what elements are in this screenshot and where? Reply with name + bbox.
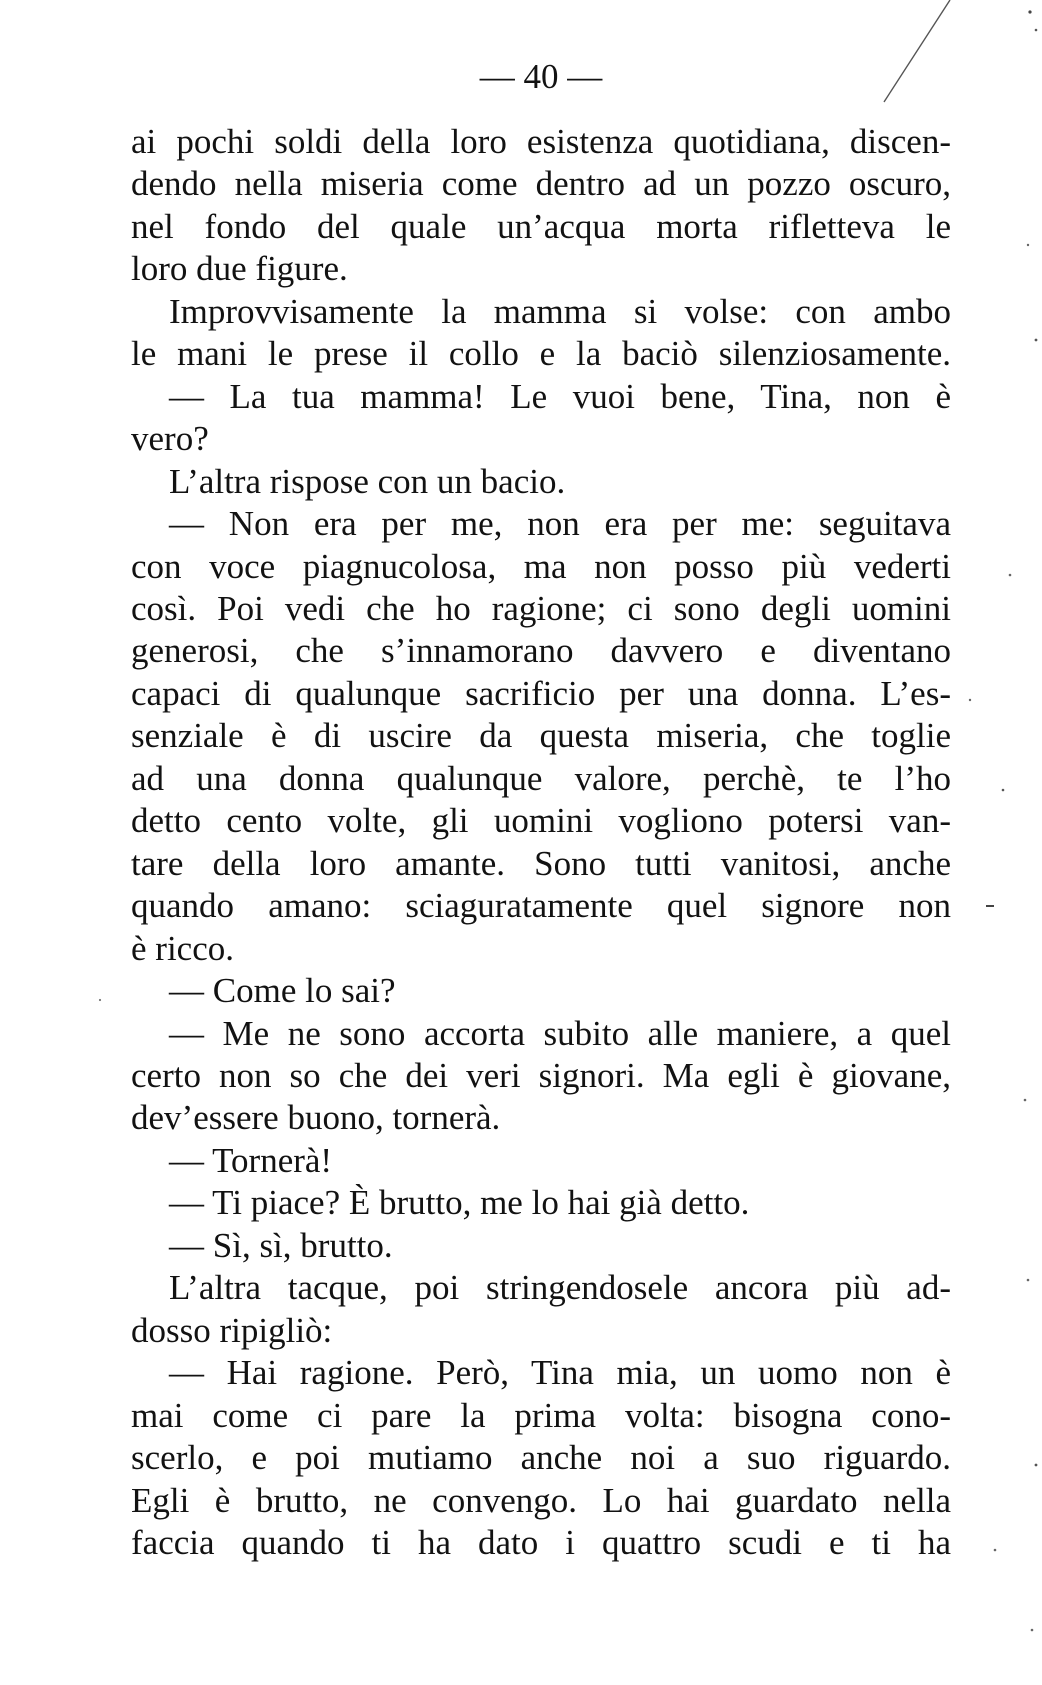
scan-speck (1002, 789, 1005, 792)
text-line: così. Poi vedi che ho ragione; ci sono degli uomini (131, 588, 951, 628)
text-line: — Ti piace? È brutto, me lo hai già detto. (169, 1183, 750, 1223)
scan-speck (969, 699, 971, 701)
text-line: nel fondo del quale un’acqua morta rifletteva le (131, 206, 951, 246)
text-line: ai pochi soldi della loro esistenza quotidiana, discen- (131, 122, 951, 161)
paragraph (131, 1225, 951, 1267)
scan-speck (1035, 1464, 1038, 1467)
scan-speck (1009, 574, 1012, 577)
body-text (131, 121, 951, 1564)
page-number: — 40 — (479, 57, 603, 96)
text-line: — La tua mamma! Le vuoi bene, Tina, non è (169, 376, 951, 416)
text-line: Egli è brutto, ne convengo. Lo hai guardato nella (131, 1480, 951, 1520)
paragraph (131, 121, 951, 291)
paragraph (131, 970, 951, 1012)
paragraph (131, 291, 951, 376)
text-line: certo non so che dei veri signori. Ma egli è giovane, (131, 1055, 951, 1095)
text-line: ad una donna qualunque valore, perchè, te l’ho (131, 758, 951, 798)
text-line: L’altra tacque, poi stringendosele ancora più ad- (169, 1268, 951, 1308)
text-line: tare della loro amante. Sono tutti vanitosi, anche (131, 843, 951, 883)
scan-speck (1024, 1099, 1027, 1102)
text-line: scerlo, e poi mutiamo anche noi a suo riguardo. (131, 1438, 951, 1478)
text-line: — Tornerà! (169, 1140, 333, 1180)
paragraph (131, 503, 951, 970)
text-line: — Non era per me, non era per me: seguitava (169, 504, 951, 544)
scan-speck (1027, 1279, 1030, 1282)
text-line: — Sì, sì, brutto. (169, 1225, 393, 1265)
scan-speck (99, 999, 101, 1001)
text-line: vero? (131, 419, 209, 459)
paragraph (131, 1352, 951, 1564)
text-line: generosi, che s’innamorano davvero e diventano (131, 631, 951, 671)
text-line: dendo nella miseria come dentro ad un pozzo oscuro, (131, 164, 951, 204)
text-line: — Hai ragione. Però, Tina mia, un uomo non è (169, 1353, 951, 1393)
scan-speck (1031, 1629, 1034, 1632)
text-line: — Me ne sono accorta subito alle maniere, a quel (169, 1013, 951, 1053)
text-line: Improvvisamente la mamma si volse: con ambo (169, 291, 951, 331)
text-line: le mani le prese il collo e la baciò silenziosamente. (131, 334, 951, 374)
paragraph (131, 376, 951, 461)
scan-speck (1028, 10, 1031, 13)
text-line: senziale è di uscire da questa miseria, che toglie (131, 716, 951, 756)
text-line: con voce piagnucolosa, ma non posso più vederti (131, 546, 951, 586)
text-line: è ricco. (131, 928, 234, 968)
text-line: mai come ci pare la prima volta: bisogna cono- (131, 1395, 951, 1435)
paragraph (131, 1140, 951, 1182)
text-line: L’altra rispose con un bacio. (169, 461, 566, 501)
paragraph (131, 1267, 951, 1352)
scan-speck (1027, 244, 1029, 246)
paragraph (131, 1013, 951, 1140)
paragraph (131, 1182, 951, 1224)
scan-speck (986, 905, 994, 907)
text-line: — Come lo sai? (169, 971, 396, 1011)
paragraph (131, 461, 951, 503)
scan-speck (994, 1549, 997, 1552)
scan-speck (1035, 29, 1038, 32)
text-line: capaci di qualunque sacrificio per una donna. L’es- (131, 673, 951, 713)
scan-speck (1035, 339, 1038, 342)
text-line: quando amano: sciaguratamente quel signore non (131, 886, 951, 926)
text-line: detto cento volte, gli uomini vogliono potersi van- (131, 801, 951, 841)
text-line: faccia quando ti ha dato i quattro scudi e ti ha (131, 1522, 951, 1562)
text-line: dosso ripigliò: (131, 1310, 333, 1350)
text-line: dev’essere buono, tornerà. (131, 1098, 501, 1138)
text-line: loro due figure. (131, 249, 348, 289)
